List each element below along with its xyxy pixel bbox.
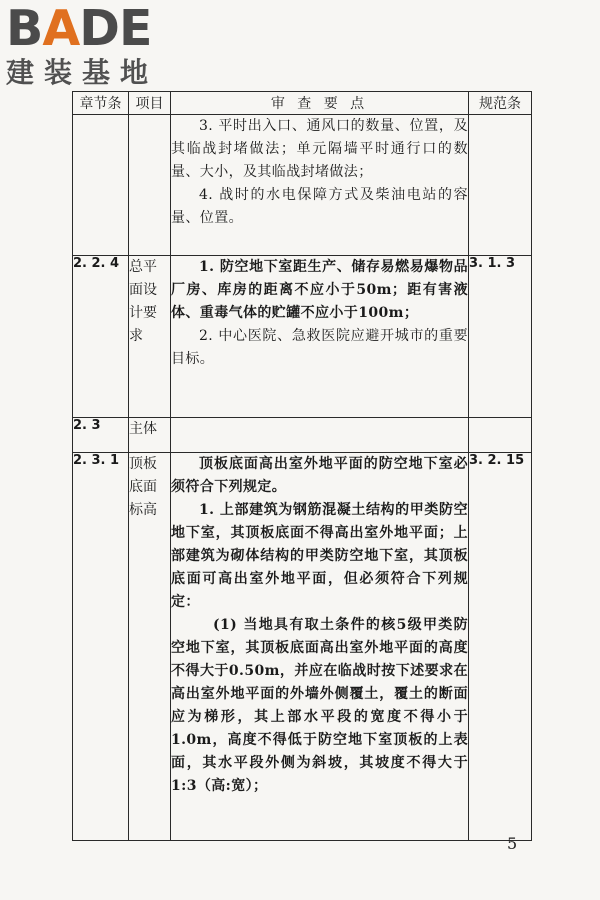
row-item: 总平面设计要求 (129, 256, 171, 418)
review-paragraph: 3. 平时出入口、通风口的数量、位置，及其临战封堵做法；单元隔墙平时通行口的数量、大小，及其临战封堵做法； (171, 118, 468, 180)
header-spec-clause: 规范条 (469, 92, 532, 115)
page-number: 5 (507, 834, 518, 853)
row-code (73, 115, 129, 256)
review-paragraph: 1. 上部建筑为钢筋混凝土结构的甲类防空地下室，其顶板底面不得高出室外地平面；上部建筑为砌体结构的甲类防空地下室，其顶板底面可高出室外地平面，但必须符合下列规定： (171, 502, 468, 610)
logo-wordmark: BADE (6, 0, 152, 57)
header-review-points: 审 查 要 点 (171, 92, 469, 115)
row-review-points (171, 418, 469, 453)
review-paragraph: 4. 战时的水电保障方式及柴油电站的容量、位置。 (171, 187, 468, 226)
row-review-points (171, 115, 469, 256)
review-paragraph: 1. 防空地下室距生产、储存易燃易爆物品厂房、库房的距离不应小于50m；距有害液体、重毒气体的贮罐不应小于100m； (171, 259, 468, 321)
header-section: 章节条 (73, 92, 129, 115)
row-code: 2. 2. 4 (73, 256, 129, 418)
row-clause: 3. 2. 15 (469, 453, 532, 841)
table-row (73, 453, 532, 841)
row-item (129, 115, 171, 256)
table-row (73, 418, 532, 453)
row-review-points (171, 256, 469, 418)
review-table (72, 91, 532, 841)
table-row (73, 256, 532, 418)
logo-accent-letter: A (42, 0, 80, 57)
logo-subtitle: 建装基地 (6, 56, 159, 89)
row-clause (469, 418, 532, 453)
row-code: 2. 3. 1 (73, 453, 129, 841)
logo (6, 0, 181, 90)
row-review-points (171, 453, 469, 841)
row-clause: 3. 1. 3 (469, 256, 532, 418)
row-clause (469, 115, 532, 256)
review-paragraph: 顶板底面高出室外地平面的防空地下室必须符合下列规定。 (171, 456, 468, 495)
row-code: 2. 3 (73, 418, 129, 453)
row-item: 主体 (129, 418, 171, 453)
review-paragraph: 2. 中心医院、急救医院应避开城市的重要目标。 (171, 328, 468, 367)
review-paragraph: (1) 当地具有取土条件的核5级甲类防空地下室，其顶板底面高出室外地平面的高度不得大于0.50m，并应在临战时按下述要求在高出室外地平面的外墙外侧覆土，覆土的断面应为梯形，其上部水平段的宽度不得小于1.0m，高度不得低于防空地下室顶板的上表面，其水平段外侧为斜坡，其坡度不得大于1:3（高:宽）； (171, 617, 468, 794)
header-item: 项目 (129, 92, 171, 115)
table-row (73, 115, 532, 256)
table-header-row (73, 92, 532, 115)
row-item: 顶板底面标高 (129, 453, 171, 841)
